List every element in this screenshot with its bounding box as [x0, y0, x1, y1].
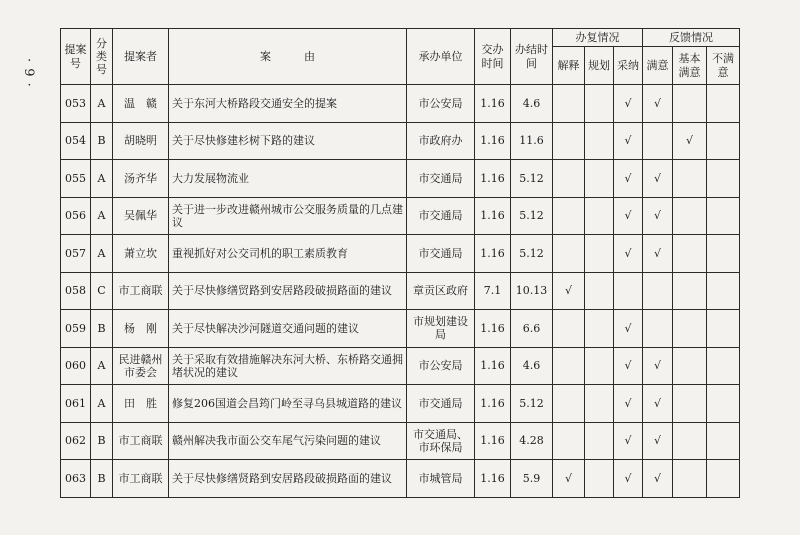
table-row: [61, 122, 740, 160]
header-proposer: 提案者: [113, 29, 169, 85]
reply-adopt-mark: √: [614, 160, 643, 198]
feedback-unsatisfied-mark: [707, 385, 740, 423]
table-row: [61, 310, 740, 348]
proposal-id: 059: [61, 310, 91, 348]
proposal-finish-time: 5.12: [511, 160, 553, 198]
reply-plan-mark: [585, 160, 614, 198]
header-reason: 案 由: [169, 29, 407, 85]
feedback-basic-mark: √: [673, 122, 707, 160]
proposal-id: 054: [61, 122, 91, 160]
proposal-id: 057: [61, 235, 91, 273]
header-feedback-basic: 基本满意: [673, 47, 707, 85]
proposal-finish-time: 5.12: [511, 385, 553, 423]
header-id: 提案号: [61, 29, 91, 85]
header-reply-plan: 规划: [585, 47, 614, 85]
proposal-finish-time: 5.12: [511, 197, 553, 235]
table-row: [61, 272, 740, 310]
header-feedback-unsatisfied: 不满意: [707, 47, 740, 85]
table-row: [61, 422, 740, 460]
proposal-unit: 市公安局: [407, 347, 475, 385]
proposal-finish-time: 11.6: [511, 122, 553, 160]
proposal-hand-time: 1.16: [475, 197, 511, 235]
reply-adopt-mark: √: [614, 385, 643, 423]
reply-plan-mark: [585, 422, 614, 460]
proposal-proposer: 吴佩华: [113, 197, 169, 235]
table-row: [61, 85, 740, 123]
feedback-satisfied-mark: √: [643, 85, 673, 123]
proposal-category: B: [91, 460, 113, 498]
proposal-hand-time: 1.16: [475, 235, 511, 273]
feedback-basic-mark: [673, 347, 707, 385]
feedback-satisfied-mark: √: [643, 347, 673, 385]
proposal-unit: 市公安局: [407, 85, 475, 123]
feedback-basic-mark: [673, 197, 707, 235]
reply-plan-mark: [585, 197, 614, 235]
reply-adopt-mark: √: [614, 310, 643, 348]
feedback-unsatisfied-mark: [707, 422, 740, 460]
proposal-reason: 关于进一步改进赣州城市公交服务质量的几点建议: [169, 197, 407, 235]
feedback-basic-mark: [673, 160, 707, 198]
proposal-category: B: [91, 122, 113, 160]
reply-explain-mark: [553, 85, 585, 123]
reply-plan-mark: [585, 122, 614, 160]
proposal-reason: 关于采取有效措施解决东河大桥、东桥路交通拥堵状况的建议: [169, 347, 407, 385]
proposal-proposer: 温 赣: [113, 85, 169, 123]
feedback-satisfied-mark: √: [643, 460, 673, 498]
proposal-unit: 市交通局: [407, 385, 475, 423]
reply-plan-mark: [585, 85, 614, 123]
table-row: [61, 235, 740, 273]
proposal-unit: 市交通局、市环保局: [407, 422, 475, 460]
reply-adopt-mark: [614, 272, 643, 310]
feedback-unsatisfied-mark: [707, 197, 740, 235]
feedback-basic-mark: [673, 422, 707, 460]
proposal-id: 061: [61, 385, 91, 423]
feedback-unsatisfied-mark: [707, 310, 740, 348]
header-reply-explain: 解释: [553, 47, 585, 85]
feedback-basic-mark: [673, 85, 707, 123]
feedback-unsatisfied-mark: [707, 347, 740, 385]
proposal-proposer: 市工商联: [113, 422, 169, 460]
proposal-proposer: 市工商联: [113, 460, 169, 498]
proposal-category: A: [91, 385, 113, 423]
proposal-proposer: 田 胜: [113, 385, 169, 423]
feedback-basic-mark: [673, 235, 707, 273]
proposal-reason: 关于尽快解决沙河隧道交通问题的建议: [169, 310, 407, 348]
proposal-category: A: [91, 197, 113, 235]
proposal-unit: 章贡区政府: [407, 272, 475, 310]
proposal-id: 055: [61, 160, 91, 198]
reply-plan-mark: [585, 347, 614, 385]
feedback-satisfied-mark: √: [643, 422, 673, 460]
proposal-finish-time: 4.28: [511, 422, 553, 460]
proposal-proposer: 民进赣州市委会: [113, 347, 169, 385]
proposal-id: 062: [61, 422, 91, 460]
header-finish-time: 办结时间: [511, 29, 553, 85]
proposal-reason: 关于尽快修缮贸路到安居路段破损路面的建议: [169, 272, 407, 310]
proposal-unit: 市交通局: [407, 197, 475, 235]
header-feedback-satisfied: 满意: [643, 47, 673, 85]
proposal-proposer: 萧立坎: [113, 235, 169, 273]
proposal-hand-time: 1.16: [475, 422, 511, 460]
proposal-reason: 关于尽快修建杉树下路的建议: [169, 122, 407, 160]
proposal-proposer: 市工商联: [113, 272, 169, 310]
reply-explain-mark: [553, 422, 585, 460]
feedback-basic-mark: [673, 272, 707, 310]
proposal-finish-time: 4.6: [511, 347, 553, 385]
proposal-hand-time: 1.16: [475, 310, 511, 348]
table-row: [61, 197, 740, 235]
proposal-category: A: [91, 160, 113, 198]
reply-explain-mark: [553, 160, 585, 198]
table-row: [61, 160, 740, 198]
reply-plan-mark: [585, 460, 614, 498]
reply-adopt-mark: √: [614, 422, 643, 460]
feedback-unsatisfied-mark: [707, 85, 740, 123]
proposal-reason: 赣州解决我市面公交车尾气污染问题的建议: [169, 422, 407, 460]
reply-explain-mark: [553, 347, 585, 385]
feedback-satisfied-mark: [643, 272, 673, 310]
header-reply-adopt: 采纳: [614, 47, 643, 85]
reply-adopt-mark: √: [614, 85, 643, 123]
reply-plan-mark: [585, 235, 614, 273]
feedback-unsatisfied-mark: [707, 122, 740, 160]
proposal-category: A: [91, 347, 113, 385]
feedback-basic-mark: [673, 460, 707, 498]
feedback-basic-mark: [673, 310, 707, 348]
feedback-satisfied-mark: [643, 122, 673, 160]
proposal-id: 063: [61, 460, 91, 498]
feedback-satisfied-mark: √: [643, 235, 673, 273]
proposal-unit: 市政府办: [407, 122, 475, 160]
reply-adopt-mark: √: [614, 235, 643, 273]
proposal-reason: 修复206国道会昌筠门岭至寻乌县城道路的建议: [169, 385, 407, 423]
proposal-category: C: [91, 272, 113, 310]
feedback-unsatisfied-mark: [707, 460, 740, 498]
reply-adopt-mark: √: [614, 122, 643, 160]
proposal-finish-time: 10.13: [511, 272, 553, 310]
proposal-unit: 市城管局: [407, 460, 475, 498]
feedback-unsatisfied-mark: [707, 235, 740, 273]
proposal-finish-time: 6.6: [511, 310, 553, 348]
proposal-category: A: [91, 85, 113, 123]
reply-explain-mark: [553, 197, 585, 235]
proposal-unit: 市交通局: [407, 160, 475, 198]
proposal-id: 060: [61, 347, 91, 385]
proposal-reason: 大力发展物流业: [169, 160, 407, 198]
feedback-satisfied-mark: √: [643, 197, 673, 235]
feedback-unsatisfied-mark: [707, 160, 740, 198]
reply-plan-mark: [585, 310, 614, 348]
proposal-hand-time: 7.1: [475, 272, 511, 310]
table-row: [61, 385, 740, 423]
proposal-finish-time: 5.12: [511, 235, 553, 273]
page-number: · 9 ·: [21, 58, 36, 88]
reply-explain-mark: √: [553, 272, 585, 310]
feedback-satisfied-mark: [643, 310, 673, 348]
proposal-hand-time: 1.16: [475, 85, 511, 123]
proposal-proposer: 胡晓明: [113, 122, 169, 160]
reply-explain-mark: [553, 385, 585, 423]
proposal-unit: 市规划建设局: [407, 310, 475, 348]
proposal-proposer: 杨 刚: [113, 310, 169, 348]
table-body: [61, 85, 740, 498]
header-unit: 承办单位: [407, 29, 475, 85]
proposal-unit: 市交通局: [407, 235, 475, 273]
proposal-finish-time: 4.6: [511, 85, 553, 123]
proposal-category: A: [91, 235, 113, 273]
proposal-hand-time: 1.16: [475, 460, 511, 498]
proposal-id: 056: [61, 197, 91, 235]
reply-adopt-mark: √: [614, 347, 643, 385]
proposal-proposer: 汤齐华: [113, 160, 169, 198]
reply-explain-mark: [553, 235, 585, 273]
proposal-reason: 重视抓好对公交司机的职工素质教育: [169, 235, 407, 273]
proposal-hand-time: 1.16: [475, 122, 511, 160]
reply-explain-mark: [553, 122, 585, 160]
header-reply-group: 办复情况: [553, 29, 643, 47]
proposal-reason: 关于尽快修缮贤路到安居路段破损路面的建议: [169, 460, 407, 498]
feedback-basic-mark: [673, 385, 707, 423]
reply-plan-mark: [585, 385, 614, 423]
reply-adopt-mark: √: [614, 197, 643, 235]
reply-adopt-mark: √: [614, 460, 643, 498]
header-hand-time: 交办时间: [475, 29, 511, 85]
proposal-category: B: [91, 422, 113, 460]
feedback-satisfied-mark: √: [643, 160, 673, 198]
proposal-category: B: [91, 310, 113, 348]
proposal-id: 058: [61, 272, 91, 310]
header-category: 分类号: [91, 29, 113, 85]
header-feedback-group: 反馈情况: [643, 29, 740, 47]
reply-plan-mark: [585, 272, 614, 310]
proposal-hand-time: 1.16: [475, 347, 511, 385]
table-row: [61, 347, 740, 385]
proposal-hand-time: 1.16: [475, 385, 511, 423]
proposal-finish-time: 5.9: [511, 460, 553, 498]
reply-explain-mark: √: [553, 460, 585, 498]
feedback-satisfied-mark: √: [643, 385, 673, 423]
proposal-reason: 关于东河大桥路段交通安全的提案: [169, 85, 407, 123]
table-row: [61, 460, 740, 498]
reply-explain-mark: [553, 310, 585, 348]
proposal-id: 053: [61, 85, 91, 123]
proposal-table: [60, 28, 740, 498]
feedback-unsatisfied-mark: [707, 272, 740, 310]
proposal-hand-time: 1.16: [475, 160, 511, 198]
